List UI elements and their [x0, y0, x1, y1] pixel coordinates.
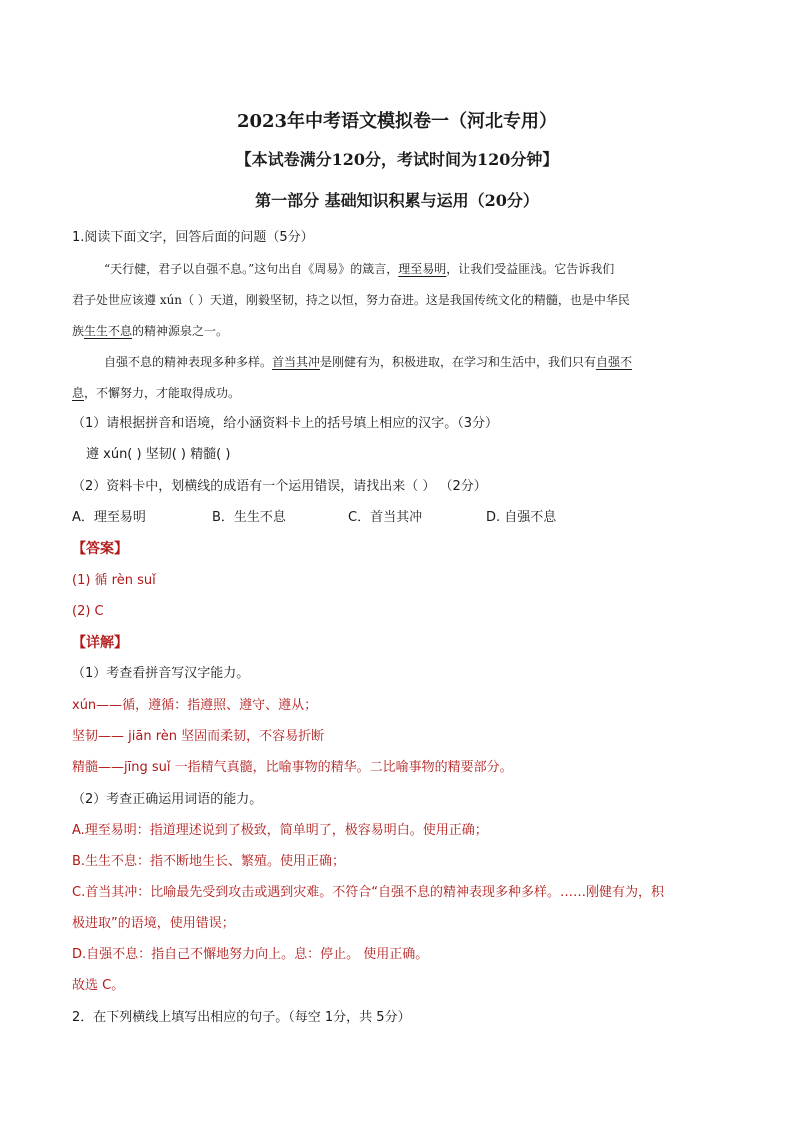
answer-label: 【答案】: [72, 541, 128, 557]
idiom-underlined: 自强不: [596, 355, 633, 369]
answer-1: (1) 循 rèn suǐ: [72, 573, 156, 588]
idiom-underlined: 首当其冲: [272, 355, 321, 369]
section-title: 第一部分 基础知识积累与运用（20分）: [255, 191, 539, 210]
exam-title: 2023年中考语文模拟卷一（河北专用）: [236, 111, 558, 132]
option-b: B．生生不息: [212, 510, 286, 525]
explain-line: 坚韧—— jiān rèn 坚固而柔韧，不容易折断: [72, 729, 325, 744]
q1-passage-line: 息，不懈努力，才能取得成功。: [72, 386, 241, 400]
q1-blanks: 遵 xún( ) 坚韧( ) 精髓( ): [86, 447, 231, 462]
explain-line: A.理至易明：指道理述说到了极致，简单明了，极容易明白。使用正确；: [72, 823, 488, 838]
idiom-underlined: 理至易明: [398, 262, 447, 276]
explain-line: （2）考查正确运用词语的能力。: [72, 792, 263, 807]
q1-passage-line: 君子处世应该遵 xún（ ）天道，刚毅坚韧，持之以恒，努力奋进。这是我国传统文化的精髓，也是中华民: [72, 293, 630, 307]
option-c: C．首当其冲: [348, 510, 423, 525]
idiom-underlined: 生生不息: [84, 324, 133, 338]
idiom-underlined: 息: [72, 386, 85, 400]
option-d: D. 自强不息: [486, 510, 557, 525]
explain-line: C.首当其冲：比喻最先受到攻击或遇到灾难。不符合“自强不息的精神表现多种多样。……刚健有为，积: [72, 885, 664, 900]
explain-line: 故选 C。: [72, 978, 125, 993]
explain-line: （1）考查看拼音写汉字能力。: [72, 666, 250, 681]
q2-stem: 2．在下列横线上填写出相应的句子。（每空 1分，共 5分）: [72, 1010, 411, 1025]
q1-stem: 1.阅读下面文字，回答后面的问题（5分）: [72, 230, 314, 245]
q1-passage-line: 族生生不息的精神源泉之一。: [72, 324, 229, 338]
explain-label: 【详解】: [72, 635, 128, 651]
q1-passage-line: “天行健，君子以自强不息。”这句出自《周易》的箴言，理至易明，让我们受益匪浅。它告诉我们: [104, 262, 615, 276]
explain-line: D.自强不息：指自己不懈地努力向上。息：停止。 使用正确。: [72, 947, 429, 962]
q1-sub2: （2）资料卡中，划横线的成语有一个运用错误，请找出来（ ） （2分）: [72, 479, 487, 494]
explain-line: 精髓——jīng suǐ 一指精气真髓，比喻事物的精华。二比喻事物的精要部分。: [72, 760, 513, 775]
exam-info: 【本试卷满分120分，考试时间为120分钟】: [235, 150, 559, 169]
answer-2: (2) C: [72, 604, 104, 619]
q1-sub1: （1）请根据拼音和语境，给小涵资料卡上的括号填上相应的汉字。（3分）: [72, 416, 499, 431]
explain-line: xún——循，遵循：指遵照、遵守、遵从；: [72, 698, 318, 713]
option-a: A．理至易明: [72, 510, 146, 525]
explain-line: 极进取”的语境，使用错误；: [72, 916, 235, 931]
q1-passage-line: 自强不息的精神表现多种多样。首当其冲是刚健有为，积极进取，在学习和生活中，我们只有自强不: [104, 355, 633, 369]
explain-line: B.生生不息：指不断地生长、繁殖。使用正确；: [72, 854, 346, 869]
